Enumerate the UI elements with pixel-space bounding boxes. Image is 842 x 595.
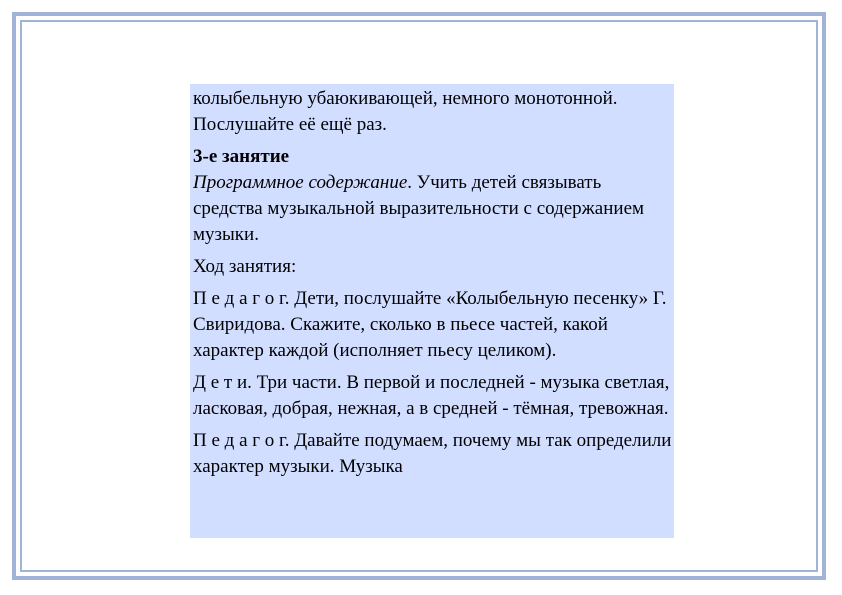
paragraph-intro: колыбельную убаюкивающей, немного монотонной. Послушайте её ещё раз.: [193, 88, 618, 135]
paragraph-teacher-2: [193, 428, 672, 480]
text-box: [190, 84, 674, 538]
program-text: . Учить детей связывать средства музыкальной выразительности с содержанием музыки.: [193, 172, 645, 245]
teacher-line-2: Давайте подумаем, почему мы так определили характер музыки. Музыка: [193, 430, 672, 477]
paragraph-course: Ход занятия:: [193, 256, 297, 277]
paragraph-teacher-1: [193, 286, 672, 364]
lesson-heading: 3-е занятие: [193, 146, 290, 167]
paragraph-program: [193, 144, 672, 248]
speaker-children: Д е т и.: [193, 372, 252, 393]
speaker-teacher: П е д а г о г.: [193, 288, 290, 309]
paragraph-children: [193, 370, 672, 422]
speaker-teacher: П е д а г о г.: [193, 430, 290, 451]
children-line: Три части. В первой и последней - музыка светлая, ласковая, добрая, нежная, а в средней - тёмная, тревожная.: [193, 372, 670, 419]
teacher-line-1: Дети, послушайте «Колыбельную песенку» Г. Свиридова. Скажите, сколько в пьесе частей, какой характер каждой (исполняет пьесу целиком).: [193, 288, 667, 361]
program-label: Программное содержание: [193, 172, 408, 193]
